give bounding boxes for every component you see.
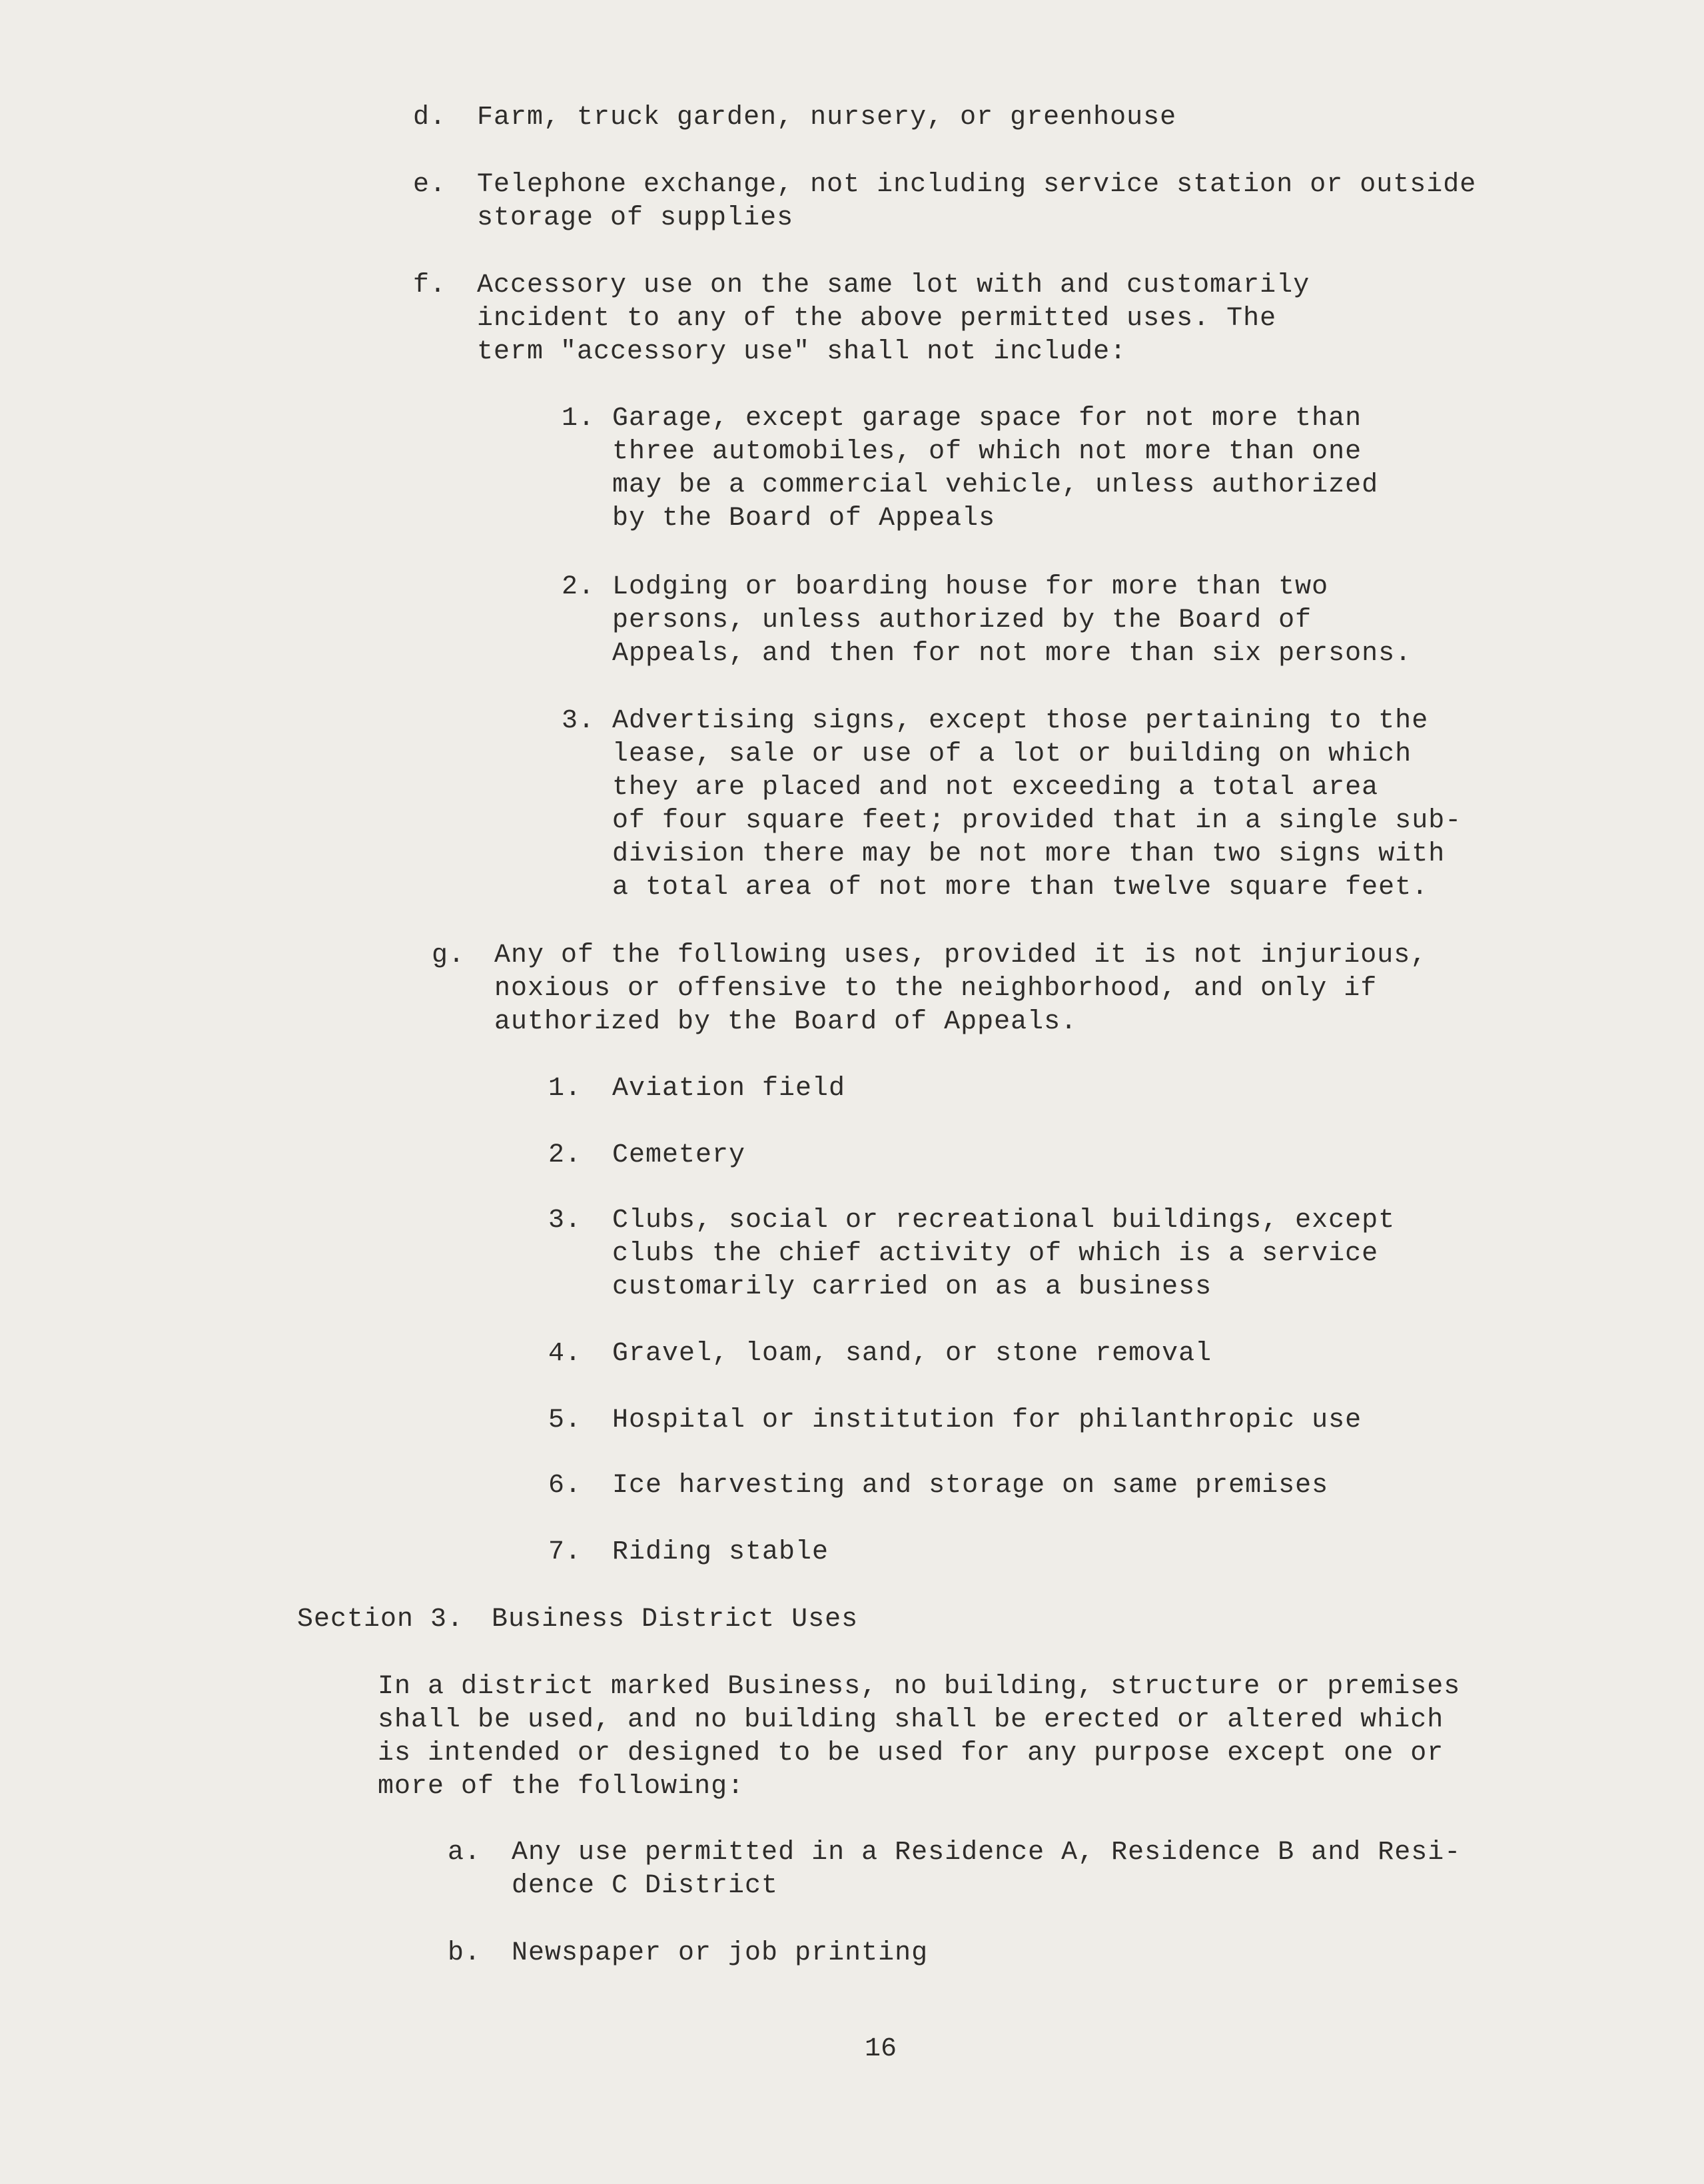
- item-d: [413, 101, 1176, 135]
- item-d-line-1: Farm, truck garden, nursery, or greenhouse: [477, 103, 1177, 133]
- item-f2-marker: 2.: [562, 572, 596, 602]
- item-g6: [548, 1469, 1328, 1503]
- section-3-intro: [378, 1670, 1460, 1804]
- item-g4-marker: 4.: [548, 1339, 582, 1369]
- item-f-line-3: term "accessory use" shall not include:: [477, 337, 1127, 367]
- item-f3-line-2: lease, sale or use of a lot or building on which: [612, 739, 1412, 769]
- item-b: [448, 1937, 928, 1970]
- item-d-marker: d.: [413, 103, 447, 133]
- item-g5: [548, 1404, 1362, 1437]
- item-f1: [562, 402, 1378, 536]
- item-f3: [562, 705, 1462, 905]
- item-a-line-1: Any use permitted in a Residence A, Residence B and Resi-: [512, 1838, 1462, 1868]
- intro-line-3: is intended or designed to be used for any purpose except one or: [378, 1738, 1444, 1768]
- item-g3-marker: 3.: [548, 1206, 582, 1236]
- item-f-line-2: incident to any of the above permitted uses. The: [477, 304, 1277, 334]
- item-f3-line-3: they are placed and not exceeding a total area: [612, 773, 1379, 803]
- item-g5-marker: 5.: [548, 1405, 582, 1435]
- item-f-line-1: Accessory use on the same lot with and customarily: [477, 270, 1310, 300]
- item-g1: [548, 1072, 845, 1106]
- item-f3-line-6: a total area of not more than twelve square feet.: [612, 873, 1429, 903]
- item-f1-line-3: may be a commercial vehicle, unless authorized: [612, 470, 1379, 500]
- intro-line-4: more of the following:: [378, 1772, 745, 1802]
- item-g2-line-1: Cemetery: [612, 1140, 746, 1170]
- intro-line-1: In a district marked Business, no building, structure or premises: [378, 1672, 1461, 1702]
- item-g-line-3: authorized by the Board of Appeals.: [494, 1007, 1078, 1037]
- item-e: [413, 169, 1476, 235]
- item-b-line-1: Newspaper or job printing: [512, 1938, 929, 1968]
- item-g3-line-2: clubs the chief activity of which is a service: [612, 1239, 1379, 1269]
- item-f1-line-2: three automobiles, of which not more than one: [612, 437, 1362, 467]
- item-f-marker: f.: [413, 270, 447, 300]
- item-g5-line-1: Hospital or institution for philanthropic use: [612, 1405, 1362, 1435]
- item-g-line-1: Any of the following uses, provided it is not injurious,: [494, 940, 1428, 970]
- item-g7-line-1: Riding stable: [612, 1537, 829, 1567]
- item-e-line-1: Telephone exchange, not including service station or outside: [477, 170, 1477, 200]
- intro-line-2: shall be used, and no building shall be erected or altered which: [378, 1705, 1444, 1735]
- item-g3: [548, 1204, 1395, 1304]
- item-g6-marker: 6.: [548, 1471, 582, 1501]
- item-f2-line-3: Appeals, and then for not more than six persons.: [612, 639, 1412, 669]
- section-3-label: Section 3.: [297, 1605, 464, 1635]
- item-g4: [548, 1337, 1212, 1371]
- page-number: 16: [865, 2034, 897, 2064]
- item-g: [432, 939, 1427, 1039]
- item-f3-line-5: division there may be not more than two signs with: [612, 839, 1446, 869]
- item-f2-line-2: persons, unless authorized by the Board of: [612, 605, 1312, 635]
- item-g-marker: g.: [432, 940, 466, 970]
- item-f3-line-4: of four square feet; provided that in a single sub-: [612, 806, 1462, 836]
- item-g-line-2: noxious or offensive to the neighborhood, and only if: [494, 974, 1378, 1004]
- section-3-title: Business District Uses: [492, 1605, 859, 1635]
- item-f1-line-4: by the Board of Appeals: [612, 504, 996, 534]
- item-g7-marker: 7.: [548, 1537, 582, 1567]
- item-g1-marker: 1.: [548, 1074, 582, 1104]
- item-a-line-2: dence C District: [512, 1871, 779, 1901]
- item-f2: [562, 571, 1412, 671]
- item-f1-line-1: Garage, except garage space for not more than: [612, 404, 1362, 434]
- item-f1-marker: 1.: [562, 404, 596, 434]
- item-g3-line-3: customarily carried on as a business: [612, 1272, 1212, 1302]
- section-3-heading: [297, 1603, 858, 1637]
- item-f2-line-1: Lodging or boarding house for more than two: [612, 572, 1329, 602]
- item-f3-marker: 3.: [562, 706, 596, 736]
- item-a: [448, 1836, 1461, 1903]
- item-f3-line-1: Advertising signs, except those pertaining to the: [612, 706, 1429, 736]
- item-a-marker: a.: [448, 1838, 482, 1868]
- item-g2-marker: 2.: [548, 1140, 582, 1170]
- item-g7: [548, 1536, 829, 1569]
- item-e-line-2: storage of supplies: [477, 203, 794, 233]
- item-b-marker: b.: [448, 1938, 482, 1968]
- item-g3-line-1: Clubs, social or recreational buildings, except: [612, 1206, 1396, 1236]
- item-g4-line-1: Gravel, loam, sand, or stone removal: [612, 1339, 1212, 1369]
- item-g2: [548, 1139, 745, 1172]
- item-g1-line-1: Aviation field: [612, 1074, 846, 1104]
- item-f: [413, 269, 1310, 369]
- item-e-marker: e.: [413, 170, 447, 200]
- item-g6-line-1: Ice harvesting and storage on same premises: [612, 1471, 1329, 1501]
